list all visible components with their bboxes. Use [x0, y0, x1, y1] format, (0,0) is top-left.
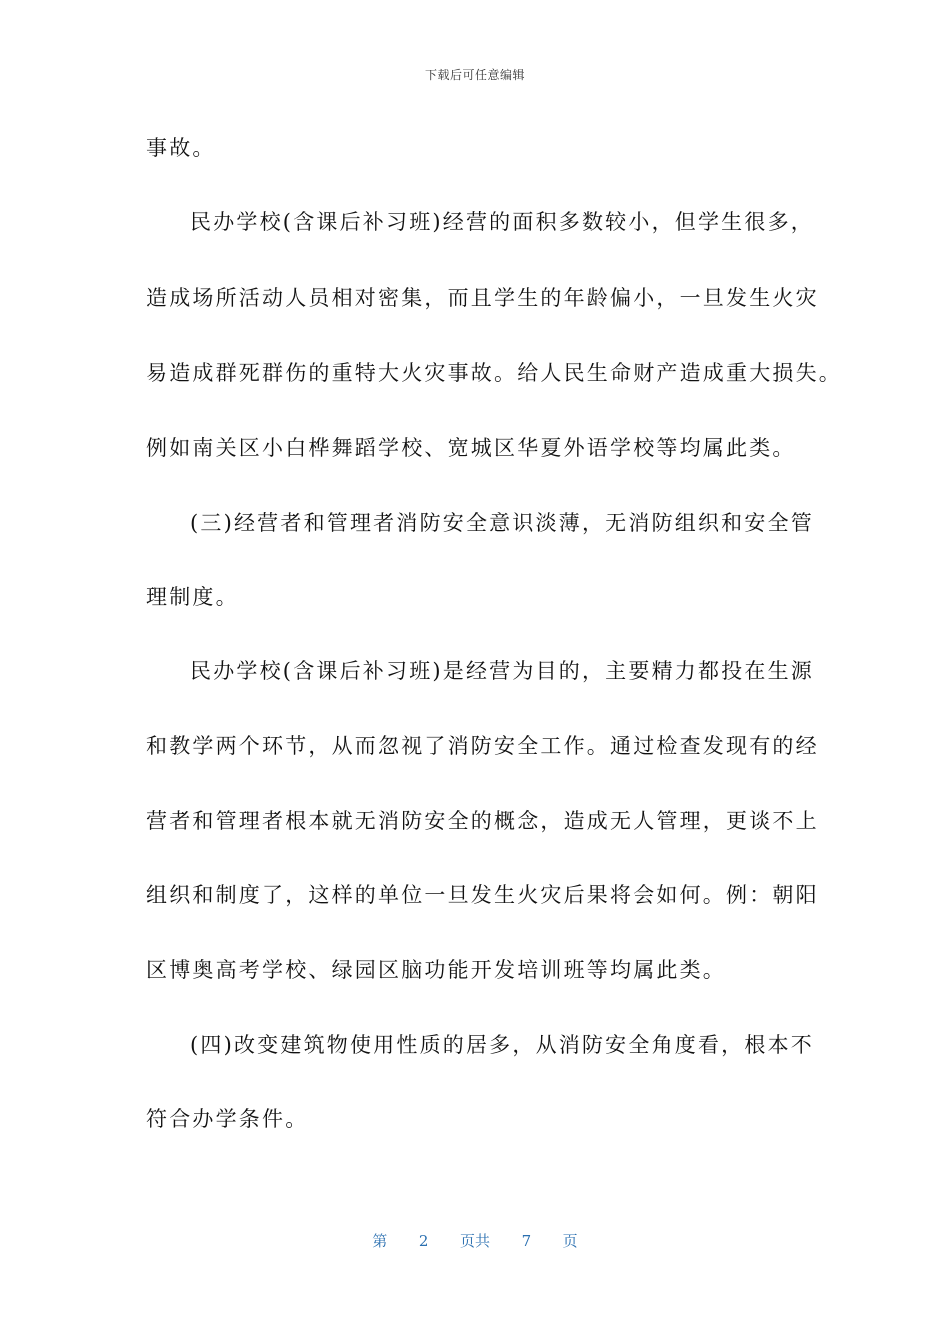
footer-total-pages: 7	[521, 1232, 532, 1250]
paragraph-line: 例如南关区小白桦舞蹈学校、宽城区华夏外语学校等均属此类。	[146, 436, 796, 460]
paragraph-line: 民办学校(含课后补习班)是经营为目的，主要精力都投在生源	[190, 659, 814, 683]
footer-middle: 页共	[459, 1232, 490, 1250]
paragraph-line: 营者和管理者根本就无消防安全的概念，造成无人管理，更谈不上	[146, 809, 819, 833]
paragraph-line: 事故。	[146, 136, 216, 160]
footer-prefix: 第	[372, 1232, 388, 1250]
paragraph-line: (三)经营者和管理者消防安全意识淡薄，无消防组织和安全管	[190, 511, 814, 535]
paragraph-line: 和教学两个环节，从而忽视了消防安全工作。通过检查发现有的经	[146, 734, 819, 758]
paragraph-line: (四)改变建筑物使用性质的居多，从消防安全角度看，根本不	[190, 1033, 814, 1057]
header-note: 下载后可任意编辑	[424, 68, 525, 82]
paragraph-line: 造成场所活动人员相对密集，而且学生的年龄偏小，一旦发生火灾	[146, 286, 819, 310]
paragraph-line: 组织和制度了，这样的单位一旦发生火灾后果将会如何。例：朝阳	[146, 883, 819, 907]
paragraph-line: 易造成群死群伤的重特大火灾事故。给人民生命财产造成重大损失。	[146, 361, 842, 385]
footer-suffix: 页	[562, 1232, 578, 1250]
paragraph-line: 理制度。	[146, 585, 239, 609]
paragraph-line: 民办学校(含课后补习班)经营的面积多数较小，但学生很多，	[190, 210, 814, 234]
page-footer	[0, 1230, 950, 1251]
paragraph-line: 区博奥高考学校、绿园区脑功能开发培训班等均属此类。	[146, 958, 726, 982]
paragraph-line: 符合办学条件。	[146, 1107, 309, 1131]
footer-current-page: 2	[418, 1232, 429, 1250]
